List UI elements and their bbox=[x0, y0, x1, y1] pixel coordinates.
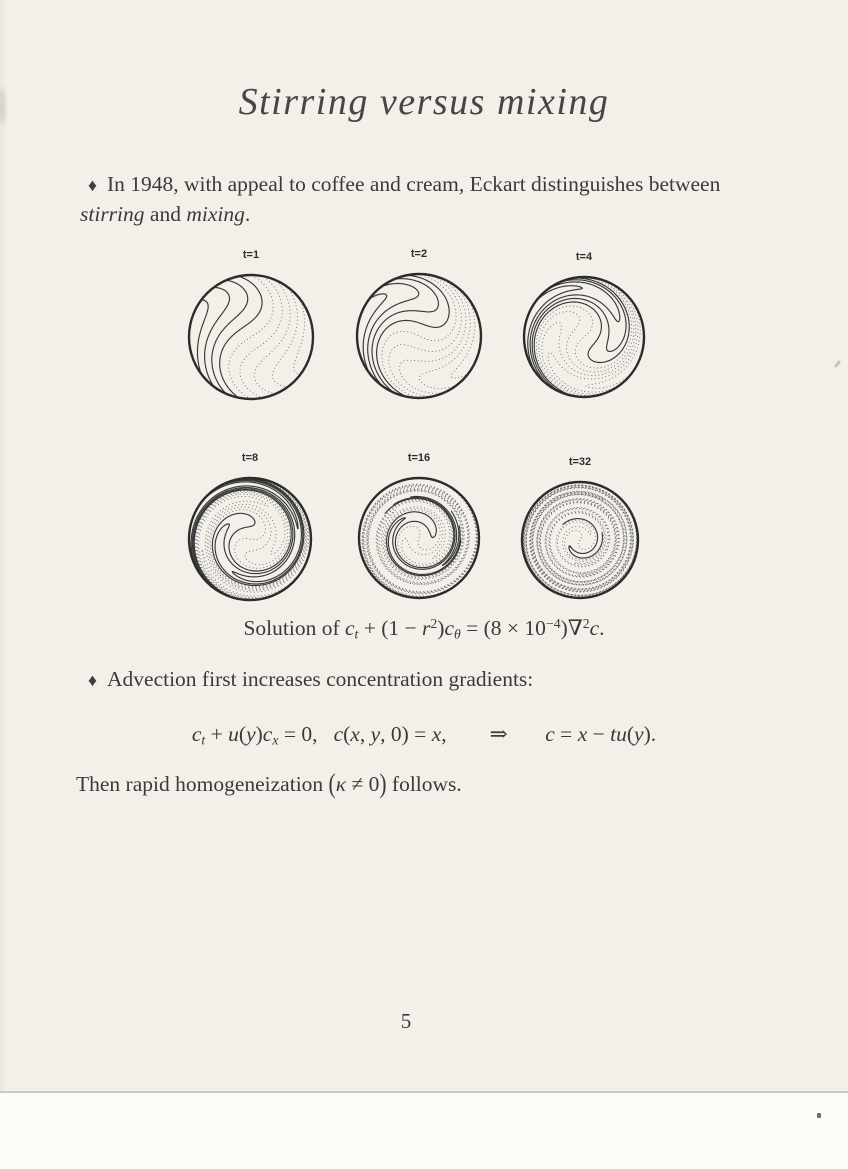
dotted-contour-line bbox=[240, 276, 282, 397]
dotted-contour-line bbox=[389, 275, 462, 396]
solid-contour-line bbox=[388, 498, 460, 575]
solid-contour-line bbox=[530, 282, 620, 385]
figure-panel-t=32 bbox=[516, 476, 644, 609]
contour-plot bbox=[353, 472, 485, 604]
solid-contour-line bbox=[205, 287, 230, 386]
solid-contour-line bbox=[377, 275, 450, 396]
solid-contour-line bbox=[532, 280, 626, 392]
panel-time-label: t=4 bbox=[575, 251, 593, 263]
dotted-contour-line bbox=[229, 275, 273, 399]
scan-speck-artifact bbox=[834, 360, 841, 368]
contour-plot bbox=[516, 476, 644, 604]
diamond-bullet-icon: ♦ bbox=[88, 175, 97, 195]
panel-time-label: t=8 bbox=[241, 452, 259, 464]
solid-contour-line bbox=[563, 519, 603, 559]
vortex-boundary-circle bbox=[359, 478, 479, 598]
solid-contour-line bbox=[198, 300, 209, 374]
solid-contour-line bbox=[534, 278, 629, 396]
panel-time-label: t=1 bbox=[242, 249, 260, 261]
contour-plot bbox=[351, 268, 487, 404]
figure-caption-equation: Solution of $c_t + (1 - r^2)c_\theta = (8 \times 10^{-4})\nabla^2c$. bbox=[243, 616, 605, 642]
solid-contour-line bbox=[220, 276, 262, 397]
panel-time-label: t=32 bbox=[568, 456, 592, 468]
solid-contour-line bbox=[363, 294, 387, 373]
dotted-contour-line bbox=[273, 287, 298, 386]
page-number: 5 bbox=[400, 1009, 412, 1033]
panel-time-label: t=16 bbox=[407, 452, 431, 464]
bullet-advection-text: Advection first increases concentration gradients: bbox=[107, 667, 534, 691]
figure-panel-t=16 bbox=[353, 472, 485, 609]
panel-time-label: t=2 bbox=[410, 248, 428, 260]
diamond-bullet-icon: ♦ bbox=[88, 670, 97, 690]
dotted-contour-line bbox=[419, 286, 470, 388]
solid-contour-line bbox=[372, 279, 439, 393]
bullet-item-advection bbox=[80, 665, 778, 695]
dotted-contour-line bbox=[451, 299, 475, 378]
contour-plot bbox=[183, 472, 317, 606]
figure-panel-t=4 bbox=[518, 271, 650, 408]
dotted-contour-line bbox=[254, 280, 290, 394]
dotted-contour-line bbox=[542, 282, 636, 394]
scan-speck-artifact bbox=[817, 1113, 821, 1118]
contour-plot bbox=[518, 271, 650, 403]
dotted-contour-line bbox=[294, 300, 305, 374]
figure-panel-t=1 bbox=[183, 269, 319, 410]
figure-panel-t=8 bbox=[183, 472, 317, 611]
contour-plot bbox=[183, 269, 319, 405]
bullet-intro-text: In 1948, with appeal to coffee and cream, Eckart distinguishes between stirring and mixing. bbox=[80, 172, 721, 226]
dotted-contour-line bbox=[400, 279, 467, 393]
advection-equation: $c_t + u(y)c_x = 0$, c(x, y, 0) = x, ⇒ c = x − tu(y). bbox=[191, 722, 657, 748]
bullet-item-intro bbox=[80, 170, 778, 229]
homogenization-text: Then rapid homogeneization (κ ≠ 0) follows. bbox=[76, 767, 462, 800]
page-title: Stirring versus mixing bbox=[238, 81, 610, 123]
figure-panel-t=2 bbox=[351, 268, 487, 409]
